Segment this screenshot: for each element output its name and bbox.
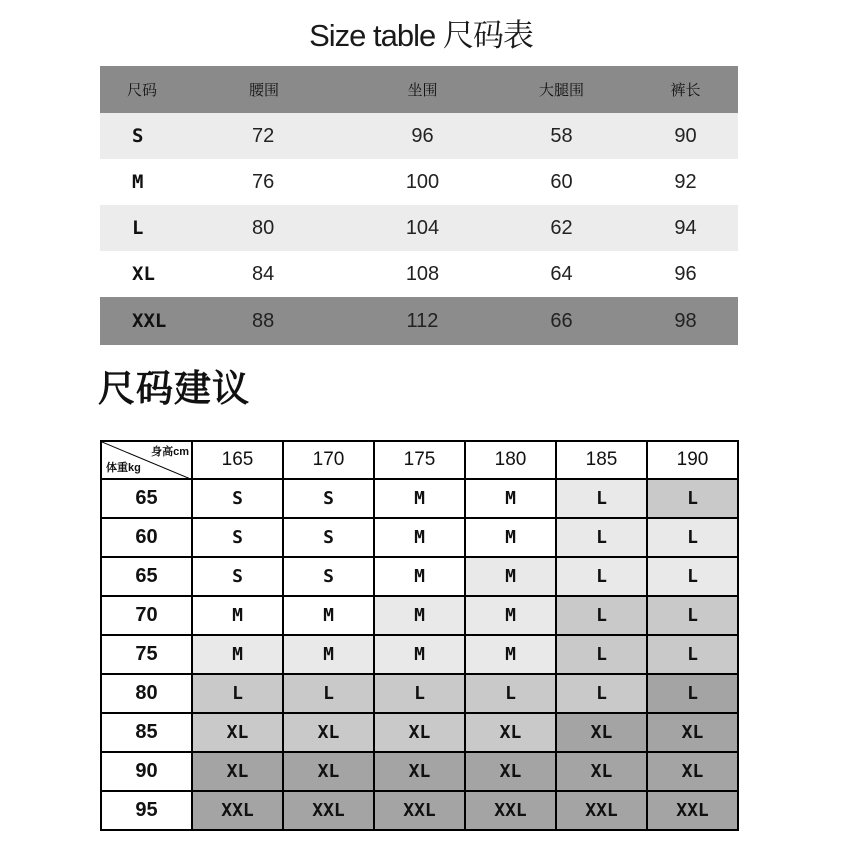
header-thigh: 大腿围 <box>538 82 584 99</box>
size-table-header <box>100 66 738 113</box>
thigh-value: 58 <box>550 124 573 147</box>
height-axis-label: 身高cm <box>151 446 189 458</box>
size-cell: M <box>374 635 465 674</box>
hip-value: 96 <box>411 124 434 147</box>
size-cell: L <box>465 674 556 713</box>
size-label: XXL <box>132 310 167 332</box>
size-cell: M <box>465 518 556 557</box>
table-row <box>100 297 738 345</box>
section-title: 尺码建议 <box>98 368 250 409</box>
hip-value: 108 <box>405 262 440 285</box>
size-cell: L <box>647 557 738 596</box>
size-cell: L <box>556 518 647 557</box>
size-cell: XXL <box>192 791 283 830</box>
size-cell: S <box>192 518 283 557</box>
size-cell: M <box>465 479 556 518</box>
size-label: L <box>132 217 144 239</box>
size-cell: XL <box>374 713 465 752</box>
weight-label: 70 <box>101 596 192 635</box>
size-cell: XL <box>374 752 465 791</box>
size-label: M <box>132 171 144 193</box>
size-cell: L <box>647 674 738 713</box>
header-length: 裤长 <box>670 82 701 99</box>
height-header: 185 <box>556 441 647 479</box>
waist-value: 80 <box>252 216 275 239</box>
table-row <box>101 479 738 518</box>
size-table <box>100 66 738 345</box>
weight-label: 65 <box>101 557 192 596</box>
size-label: S <box>132 125 144 147</box>
table-row <box>101 518 738 557</box>
size-cell: XXL <box>556 791 647 830</box>
table-row <box>101 674 738 713</box>
weight-label: 80 <box>101 674 192 713</box>
size-cell: L <box>556 596 647 635</box>
height-header: 170 <box>283 441 374 479</box>
size-cell: XL <box>465 752 556 791</box>
length-value: 90 <box>674 124 697 147</box>
size-cell: M <box>374 596 465 635</box>
size-cell: S <box>192 479 283 518</box>
table-row <box>101 713 738 752</box>
size-cell: L <box>556 557 647 596</box>
weight-axis-label: 体重kg <box>106 462 141 474</box>
size-cell: L <box>647 518 738 557</box>
weight-label: 95 <box>101 791 192 830</box>
size-cell: XL <box>556 713 647 752</box>
size-cell: L <box>647 596 738 635</box>
height-header: 180 <box>465 441 556 479</box>
size-cell: M <box>374 557 465 596</box>
table-row <box>101 557 738 596</box>
table-row <box>100 159 738 205</box>
height-header: 175 <box>374 441 465 479</box>
size-cell: XL <box>556 752 647 791</box>
weight-label: 60 <box>101 518 192 557</box>
size-cell: L <box>647 479 738 518</box>
hip-value: 112 <box>406 309 439 332</box>
size-cell: XL <box>465 713 556 752</box>
table-row <box>101 635 738 674</box>
size-cell: L <box>647 635 738 674</box>
table-row <box>100 205 738 251</box>
size-cell: S <box>283 479 374 518</box>
size-cell: M <box>283 596 374 635</box>
weight-label: 90 <box>101 752 192 791</box>
length-value: 96 <box>674 262 697 285</box>
size-recommendation-table <box>100 440 739 831</box>
size-cell: L <box>192 674 283 713</box>
table-row <box>100 113 738 159</box>
size-cell: XXL <box>283 791 374 830</box>
size-cell: M <box>192 596 283 635</box>
length-value: 98 <box>674 309 697 332</box>
table-row <box>101 791 738 830</box>
size-cell: S <box>283 518 374 557</box>
table-row <box>101 752 738 791</box>
waist-value: 76 <box>252 170 275 193</box>
size-cell: M <box>465 557 556 596</box>
size-cell: XL <box>647 752 738 791</box>
header-size: 尺码 <box>127 82 158 99</box>
height-header: 190 <box>647 441 738 479</box>
table-row <box>101 596 738 635</box>
thigh-value: 66 <box>550 309 573 332</box>
weight-label: 85 <box>101 713 192 752</box>
hip-value: 104 <box>405 216 440 239</box>
size-cell: M <box>374 518 465 557</box>
size-cell: M <box>283 635 374 674</box>
hip-value: 100 <box>405 170 440 193</box>
size-cell: L <box>556 635 647 674</box>
weight-label: 65 <box>101 479 192 518</box>
waist-value: 72 <box>252 124 275 147</box>
height-header-row <box>101 441 738 479</box>
thigh-value: 64 <box>550 262 573 285</box>
height-header: 165 <box>192 441 283 479</box>
waist-value: 88 <box>252 309 275 332</box>
size-cell: XL <box>283 713 374 752</box>
waist-value: 84 <box>252 262 275 285</box>
size-cell: L <box>283 674 374 713</box>
thigh-value: 62 <box>550 216 573 239</box>
corner-header <box>101 441 192 479</box>
size-cell: L <box>556 479 647 518</box>
weight-label: 75 <box>101 635 192 674</box>
size-label: XL <box>132 263 155 285</box>
table-row <box>100 251 738 297</box>
length-value: 92 <box>674 170 697 193</box>
size-cell: L <box>556 674 647 713</box>
size-cell: M <box>192 635 283 674</box>
size-cell: L <box>374 674 465 713</box>
size-cell: XL <box>192 713 283 752</box>
page-title: Size table 尺码表 <box>309 18 533 53</box>
size-cell: XXL <box>465 791 556 830</box>
size-cell: S <box>192 557 283 596</box>
size-cell: XL <box>283 752 374 791</box>
size-cell: S <box>283 557 374 596</box>
size-cell: M <box>465 635 556 674</box>
size-cell: M <box>465 596 556 635</box>
thigh-value: 60 <box>550 170 573 193</box>
size-cell: XXL <box>374 791 465 830</box>
size-cell: M <box>374 479 465 518</box>
header-waist: 腰围 <box>249 82 280 99</box>
header-hip: 坐围 <box>407 82 438 99</box>
size-cell: XL <box>647 713 738 752</box>
length-value: 94 <box>674 216 697 239</box>
size-cell: XL <box>192 752 283 791</box>
size-cell: XXL <box>647 791 738 830</box>
